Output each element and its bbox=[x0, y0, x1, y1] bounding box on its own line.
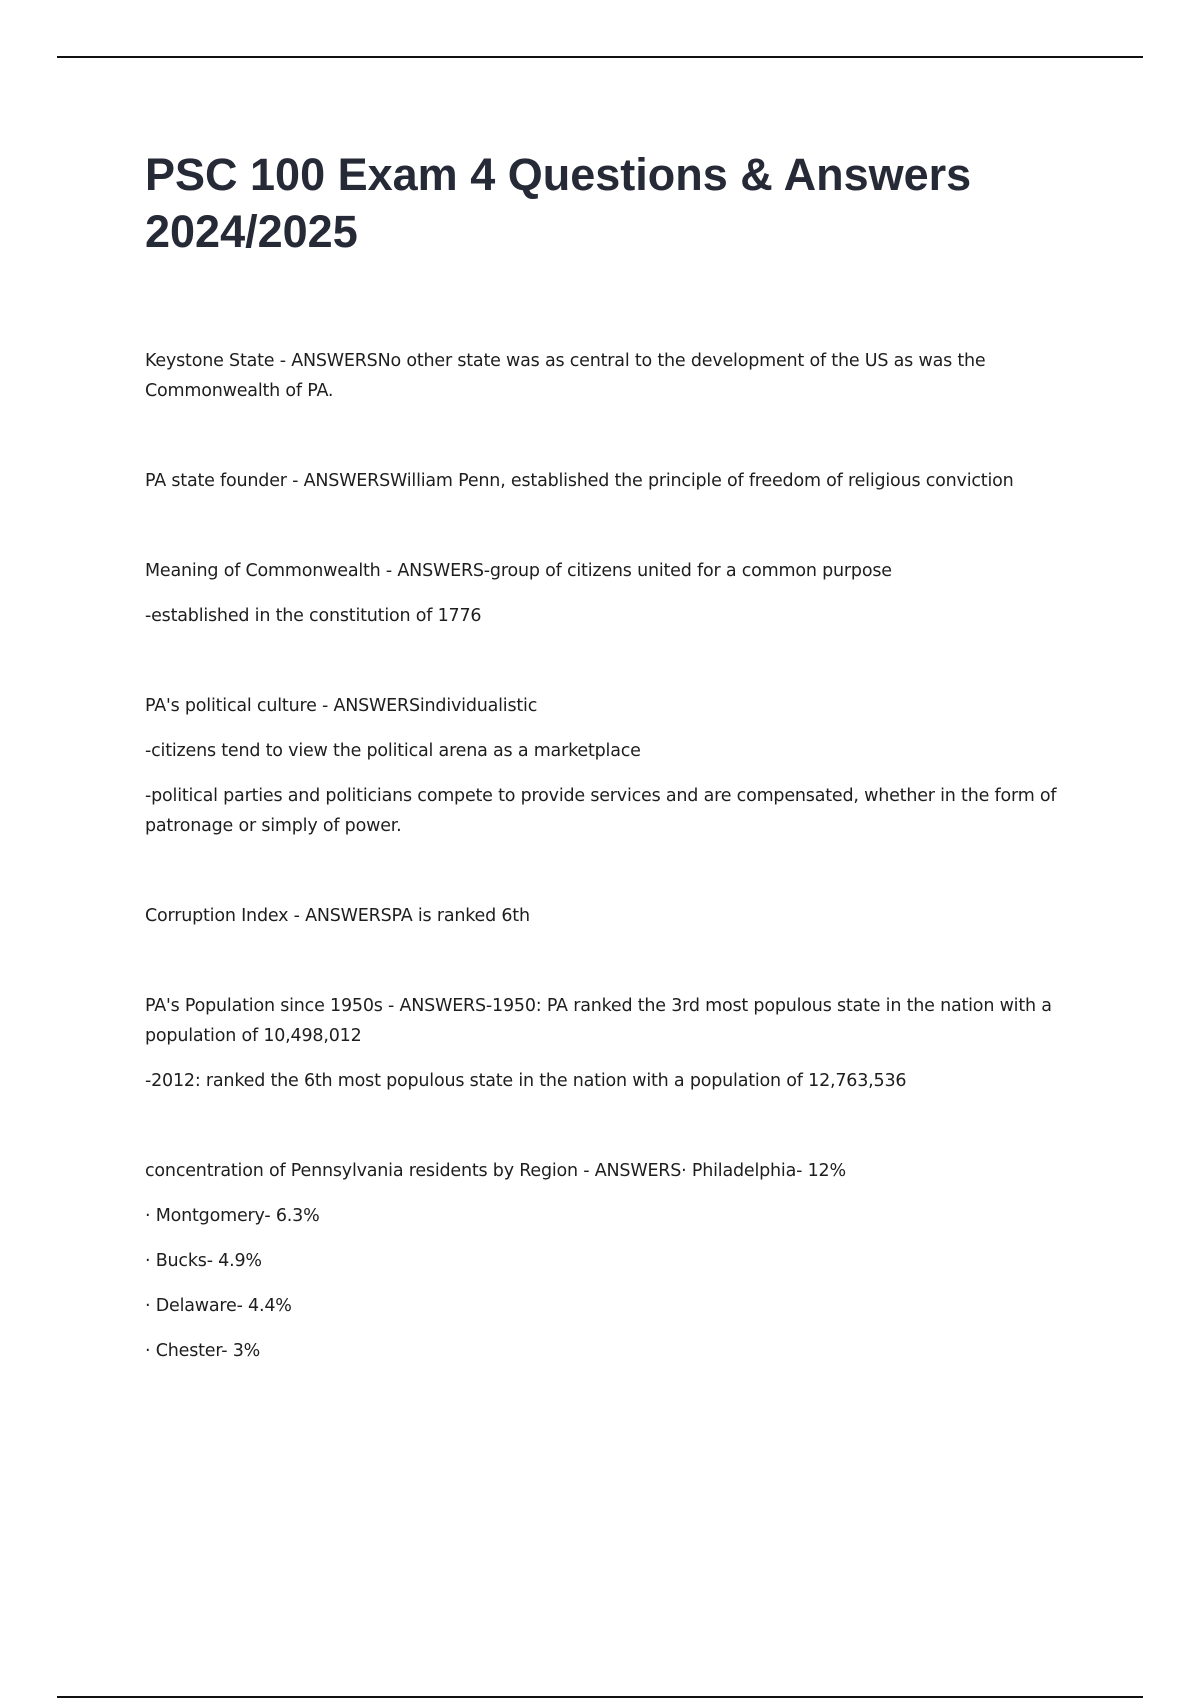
qa-line: Keystone State - ANSWERSNo other state was as central to the development of the US as was the Commonwealth of PA. bbox=[145, 351, 986, 401]
page-title: PSC 100 Exam 4 Questions & Answers 2024/2025 bbox=[145, 149, 972, 257]
qa-line: PA state founder - ANSWERSWilliam Penn, established the principle of freedom of religious conviction bbox=[145, 471, 1014, 491]
qa-entry-keystone-state bbox=[145, 346, 1085, 406]
qa-entry-state-founder bbox=[145, 466, 1085, 496]
qa-list bbox=[145, 346, 1085, 1366]
qa-line: PA's Population since 1950s - ANSWERS-1950: PA ranked the 3rd most populous state in the nation with a population of 10,498,012 bbox=[145, 996, 1052, 1046]
qa-entry-population bbox=[145, 991, 1085, 1096]
qa-line: -established in the constitution of 1776 bbox=[145, 606, 482, 626]
qa-line: -citizens tend to view the political arena as a marketplace bbox=[145, 741, 641, 761]
qa-entry-residents-by-region bbox=[145, 1156, 1085, 1366]
qa-line: · Chester- 3% bbox=[145, 1341, 261, 1361]
qa-line: -2012: ranked the 6th most populous state in the nation with a population of 12,763,536 bbox=[145, 1071, 907, 1091]
qa-line: -political parties and politicians compete to provide services and are compensated, whether in the form of patronage or simply of power. bbox=[145, 786, 1057, 836]
qa-line: Corruption Index - ANSWERSPA is ranked 6th bbox=[145, 906, 530, 926]
qa-line: Meaning of Commonwealth - ANSWERS-group of citizens united for a common purpose bbox=[145, 561, 892, 581]
qa-line: PA's political culture - ANSWERSindividualistic bbox=[145, 696, 538, 716]
bottom-divider bbox=[57, 1696, 1143, 1698]
top-divider bbox=[57, 56, 1143, 58]
qa-entry-political-culture bbox=[145, 691, 1085, 841]
qa-line: · Bucks- 4.9% bbox=[145, 1251, 262, 1271]
qa-line: · Delaware- 4.4% bbox=[145, 1296, 292, 1316]
qa-entry-commonwealth bbox=[145, 556, 1085, 631]
qa-line: · Montgomery- 6.3% bbox=[145, 1206, 320, 1226]
qa-line: concentration of Pennsylvania residents by Region - ANSWERS· Philadelphia- 12% bbox=[145, 1161, 846, 1181]
qa-entry-corruption-index bbox=[145, 901, 1085, 931]
